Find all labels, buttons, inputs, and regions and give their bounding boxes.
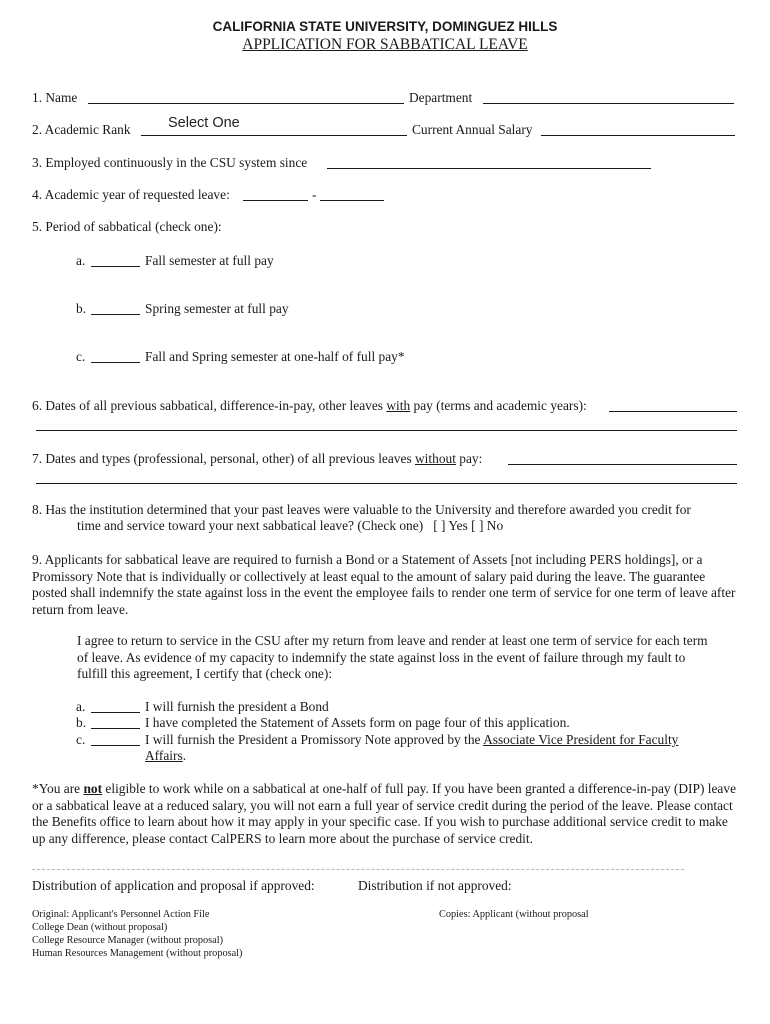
distribution-approved-heading: Distribution of application and proposal if approved:	[32, 878, 315, 893]
academic-year-start-field[interactable]	[243, 200, 308, 201]
period-option-c-letter: c.	[76, 349, 86, 364]
previous-leaves-without-pay-label	[32, 451, 482, 467]
guarantee-option-c-letter: c.	[76, 732, 86, 747]
academic-year-label: 4. Academic year of requested leave:	[32, 187, 230, 202]
credit-question-text: time and service toward your next sabbatical leave? (Check one)	[77, 518, 424, 533]
department-field[interactable]	[483, 103, 734, 104]
distribution-not-approved-heading: Distribution if not approved:	[358, 878, 512, 893]
previous-leaves-with-pay-field-2[interactable]	[36, 430, 737, 431]
period-option-c-text: Fall and Spring semester at one-half of full pay*	[145, 349, 405, 364]
q6-emph: with	[386, 398, 411, 413]
academic-rank-label: 2. Academic Rank	[32, 122, 131, 137]
form-title: APPLICATION FOR SABBATICAL LEAVE	[242, 36, 528, 53]
approved-list-item: College Resource Manager (without proposal)	[32, 935, 224, 946]
sabbatical-period-label: 5. Period of sabbatical (check one):	[32, 219, 222, 234]
credit-question-line1: 8. Has the institution determined that your past leaves were valuable to the University and therefore awarded you credit for	[32, 502, 691, 517]
period-option-c-check[interactable]	[91, 362, 140, 363]
guarantee-option-a-text: I will furnish the president a Bond	[145, 699, 329, 714]
academic-year-end-field[interactable]	[320, 200, 384, 201]
option-c-end: .	[182, 748, 187, 763]
annual-salary-field[interactable]	[541, 135, 735, 136]
credit-yes-checkbox[interactable]: [ ] Yes	[433, 518, 468, 533]
guarantee-option-c-text	[145, 732, 678, 748]
guarantee-option-c-check[interactable]	[91, 745, 140, 746]
period-option-a-check[interactable]	[91, 266, 140, 267]
option-c-text: I will furnish the President a Promissory Note approved by the	[145, 732, 481, 747]
footnote-emph: not	[83, 781, 103, 796]
q7-emph: without	[415, 451, 456, 466]
q6-pre: 6. Dates of all previous sabbatical, difference-in-pay, other leaves	[32, 398, 387, 413]
name-label: 1. Name	[32, 90, 78, 105]
previous-leaves-without-pay-field[interactable]	[508, 464, 737, 465]
approved-list-item: Original: Applicant's Personnel Action File	[32, 909, 210, 920]
bond-requirement-paragraph: 9. Applicants for sabbatical leave are required to furnish a Bond or a Statement of Assets [not including PERS holdings], or a Promissory Note that is individually or collectively at least equal to the amount of salary paid during the leave. The guarantee posted shall indemnify the state against loss in the event the employee fails to render one term of service for one term of leave after return from leave.	[32, 552, 736, 617]
section-divider	[32, 869, 684, 870]
q7-post: pay:	[455, 451, 483, 466]
academic-year-dash: -	[312, 187, 317, 202]
university-name: CALIFORNIA STATE UNIVERSITY, DOMINGUEZ HILLS	[212, 19, 558, 34]
q7-pre: 7. Dates and types (professional, personal, other) of all previous leaves	[32, 451, 416, 466]
previous-leaves-without-pay-field-2[interactable]	[36, 483, 737, 484]
guarantee-option-b-text: I have completed the Statement of Assets form on page four of this application.	[145, 715, 570, 730]
period-option-b-text: Spring semester at full pay	[145, 301, 289, 316]
agreement-paragraph: I agree to return to service in the CSU after my return from leave and render at least one term of service for each term of leave. As evidence of my capacity to indemnify the state against loss in the event of failure through my fault to fulfill this agreement, I certify that (check one):	[77, 633, 708, 682]
footnote-pre: *You are	[32, 781, 84, 796]
annual-salary-label: Current Annual Salary	[412, 122, 533, 137]
credit-no-checkbox[interactable]: [ ] No	[471, 518, 504, 533]
name-field[interactable]	[88, 103, 404, 104]
guarantee-option-a-check[interactable]	[91, 712, 140, 713]
academic-rank-field	[141, 135, 407, 136]
academic-rank-select[interactable]: Select One	[168, 115, 240, 131]
previous-leaves-with-pay-field[interactable]	[609, 411, 737, 412]
approved-list-item: College Dean (without proposal)	[32, 922, 168, 933]
period-option-a-text: Fall semester at full pay	[145, 253, 274, 268]
previous-leaves-with-pay-label	[32, 398, 587, 414]
footnote-post: eligible to work while on a sabbatical at one-half of full pay. If you have been granted a difference-in-pay (DIP) leave or a sabbatical leave at a reduced salary, you will not earn a full year of service credit during the period of the leave. Please contact the Benefits office to learn about how it may apply in your specific case. If you wish to purchase additional service credit to make up any difference, please contact CalPERS to learn more about the purchase of service credit.	[32, 781, 737, 846]
footnote-paragraph	[32, 781, 740, 847]
avp-faculty-affairs-link[interactable]: Associate Vice President for Faculty	[483, 732, 679, 747]
guarantee-option-b-letter: b.	[76, 715, 87, 730]
period-option-b-check[interactable]	[91, 314, 140, 315]
guarantee-option-b-check[interactable]	[91, 728, 140, 729]
period-option-a-letter: a.	[76, 253, 86, 268]
department-label: Department	[409, 90, 473, 105]
affairs-link[interactable]: Affairs	[145, 748, 183, 763]
period-option-b-letter: b.	[76, 301, 87, 316]
employed-since-label: 3. Employed continuously in the CSU system since	[32, 155, 308, 170]
q6-post: pay (terms and academic years):	[410, 398, 587, 413]
credit-question-line2	[77, 518, 503, 534]
guarantee-option-a-letter: a.	[76, 699, 86, 714]
guarantee-option-c-text-2	[145, 748, 186, 764]
employed-since-field[interactable]	[327, 168, 651, 169]
not-approved-list-item: Copies: Applicant (without proposal	[439, 909, 589, 920]
approved-list-item: Human Resources Management (without proposal)	[32, 948, 243, 959]
